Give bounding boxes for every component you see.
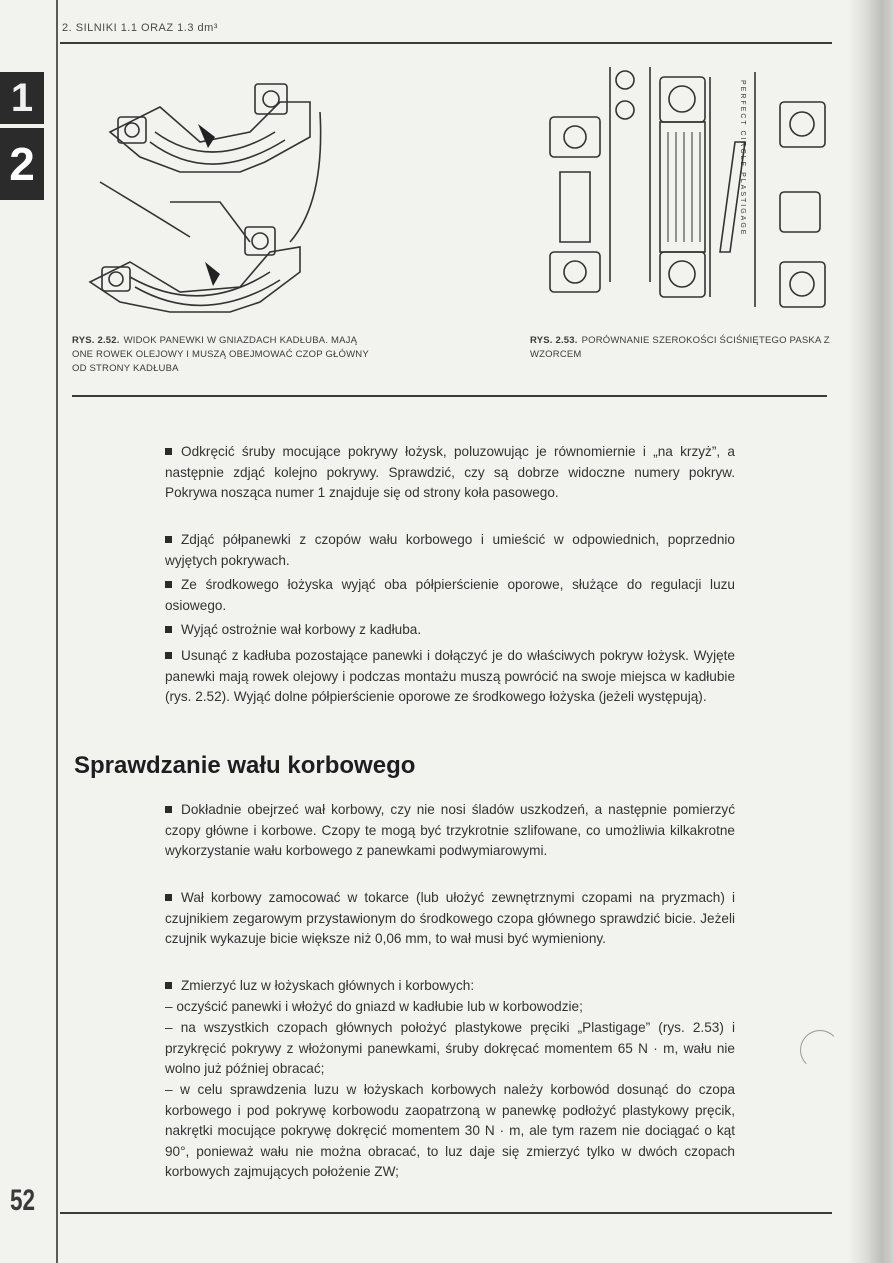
section-bullet: Dokładnie obejrzeć wał korbowy, czy nie nosi śladów uszkodzeń, a następnie pomierzyć czopy główne i korbowe. Czopy te mogą być trzykrotnie szlifowane, co umożliwia kilkakrotne wykorzystanie wału korbowego z panewkami podwymiarowymi.	[165, 802, 735, 858]
figure-2-52-number: RYS. 2.52.	[72, 335, 120, 346]
bullet-square-icon	[165, 806, 172, 813]
chapter-tab-2: 2	[0, 128, 44, 200]
header-rule	[60, 42, 832, 44]
section-title: Sprawdzanie wału korbowego	[74, 752, 416, 779]
figure-2-52-caption-text: WIDOK PANEWKI W GNIAZDACH KADŁUBA. MAJĄ ONE ROWEK OLEJOWY I MUSZĄ OBEJMOWAĆ CZOP GŁÓWNY OD STRONY KADŁUBA	[72, 335, 369, 374]
intro-bullet: Usunąć z kadłuba pozostające panewki i dołączyć je do właściwych pokryw łożysk. Wyjęte panewki mają rowek olejowy i podczas montażu muszą powrócić na swoje miejsca w kadłubie (rys. 2.52). Wyjąć dolne półpierścienie oporowe ze środkowego łożyska (jeżeli występują).	[165, 648, 735, 704]
bullet-square-icon	[165, 448, 172, 455]
dash-item: – w celu sprawdzenia luzu w łożyskach korbowych należy korbowód dosunąć do czopa korbowego i pod pokrywę korbowodu zaopatrzoną w panewkę podłożyć plastykowy pręcik, nakrętki mocujące pokrywę dokręcić momentem 30 N · m, ale tym razem nie dociągać o kąt 90°, ponieważ wału nie można obracać, to luz daje się zmierzyć tylko w dwóch czopach korbowych zajmujących położenie ZW;	[165, 1082, 735, 1179]
figure-2-52-caption	[72, 334, 372, 376]
chapter-tab-1: 1	[0, 72, 44, 124]
figure-2-52-illustration	[70, 62, 370, 332]
bullet-square-icon	[165, 982, 172, 989]
bullet-square-icon	[165, 536, 172, 543]
figures-rule	[72, 395, 827, 397]
page-fold-mark	[800, 1030, 840, 1070]
running-header: 2. SILNIKI 1.1 ORAZ 1.3 dm³	[62, 22, 218, 34]
gauge-label: PERFECT CIRCLE PLASTIGAGE	[739, 80, 746, 237]
left-margin-rule	[56, 0, 58, 1263]
bullet-square-icon	[165, 894, 172, 901]
section-bullet: Zmierzyć luz w łożyskach głównych i korbowych:	[165, 976, 735, 997]
binding-shadow	[848, 0, 893, 1263]
section-bullet: Wał korbowy zamocować w tokarce (lub ułożyć zewnętrznymi czopami na pryzmach) i czujnikiem zegarowym przystawionym do środkowego czopa głównego sprawdzić bicie. Jeżeli czujnik wykazuje bicie większe niż 0,06 mm, to wał musi być wymieniony.	[165, 890, 735, 946]
page-number: 52	[10, 1184, 36, 1217]
dash-item: – oczyścić panewki i włożyć do gniazd w kadłubie lub w korbowodzie;	[165, 999, 583, 1014]
intro-bullet: Ze środkowego łożyska wyjąć oba półpierścienie oporowe, służące do regulacji luzu osiowego.	[165, 577, 735, 613]
intro-bullet: Zdjąć półpanewki z czopów wału korbowego i umieścić w odpowiednich, poprzednio wyjętych pokrywach.	[165, 532, 735, 568]
gauge-label-wrapper	[735, 78, 747, 288]
figure-2-53-illustration	[530, 62, 830, 324]
bullet-square-icon	[165, 652, 172, 659]
dash-item: – na wszystkich czopach głównych położyć plastykowe pręciki „Plastigage” (rys. 2.53) i przykręcić pokrywy z włożonymi panewkami, śruby dokręcać momentem 65 N · m, wału nie wolno już później obracać;	[165, 1020, 735, 1076]
bullet-square-icon	[165, 581, 172, 588]
intro-bullet: Odkręcić śruby mocujące pokrywy łożysk, poluzowując je równomiernie i „na krzyż”, a następnie zdjąć kolejno pokrywy. Sprawdzić, czy są dobrze widoczne numery pokryw. Pokrywa nosząca numer 1 znajduje się od strony koła pasowego.	[165, 444, 735, 500]
figure-2-53-caption	[530, 334, 830, 362]
footer-rule	[60, 1212, 832, 1214]
figure-2-53-number: RYS. 2.53.	[530, 335, 578, 346]
bullet-square-icon	[165, 626, 172, 633]
intro-bullet: Wyjąć ostrożnie wał korbowy z kadłuba.	[165, 620, 735, 641]
figure-2-53-caption-text: PORÓWNANIE SZEROKOŚCI ŚCIŚNIĘTEGO PASKA Z WZORCEM	[530, 335, 830, 360]
